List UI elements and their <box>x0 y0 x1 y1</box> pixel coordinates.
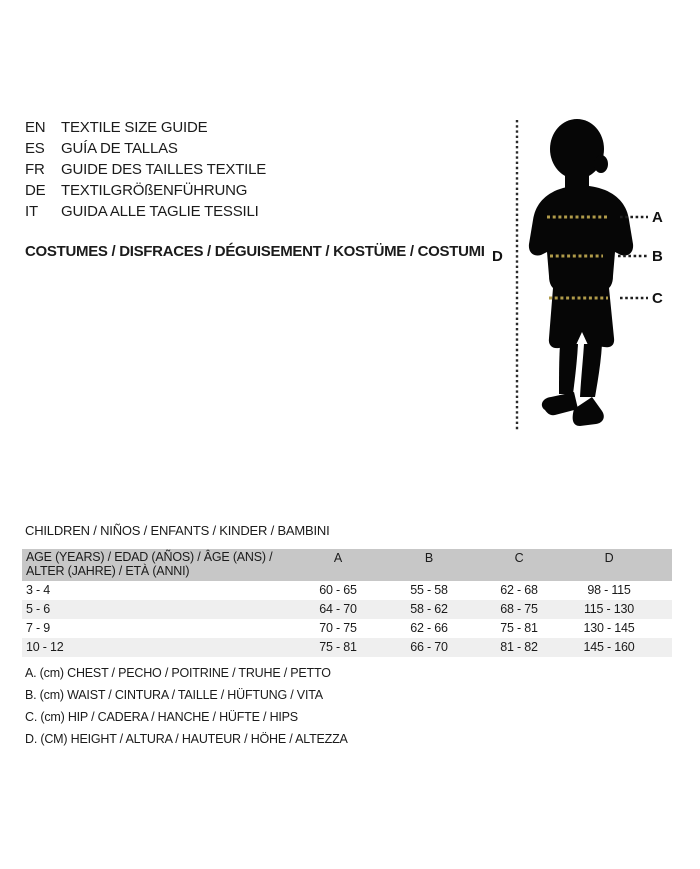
language-row-fr <box>25 159 266 180</box>
size-diagram <box>485 110 685 440</box>
height-cell: 130 - 145 <box>583 621 635 635</box>
chest-cell: 70 - 75 <box>319 621 357 635</box>
column-header-d: D <box>604 551 614 565</box>
table-row <box>22 600 672 619</box>
size-table-header <box>22 549 672 581</box>
height-label: D <box>492 248 503 265</box>
waist-label: B <box>652 248 663 265</box>
language-code: IT <box>25 203 38 220</box>
language-label: GUÍA DE TALLAS <box>61 140 178 157</box>
legend-line-chest: A. (cm) CHEST / PECHO / POITRINE / TRUHE / PETTO <box>25 666 331 680</box>
age-cell: 7 - 9 <box>26 621 51 635</box>
hip-label: C <box>652 290 663 307</box>
silhouette-ear <box>594 155 608 173</box>
measurement-legend <box>25 662 348 750</box>
category-title: COSTUMES / DISFRACES / DÉGUISEMENT / KOSTÜME / COSTUMI <box>25 243 485 260</box>
silhouette-left-leg <box>559 344 578 394</box>
silhouette-right-leg <box>580 344 602 397</box>
legend-line-waist: B. (cm) WAIST / CINTURA / TAILLE / HÜFTUNG / VITA <box>25 688 323 702</box>
table-row <box>22 619 672 638</box>
legend-line-hip: C. (cm) HIP / CADERA / HANCHE / HÜFTE / HIPS <box>25 710 298 724</box>
hip-cell: 68 - 75 <box>500 602 538 616</box>
chest-cell: 75 - 81 <box>319 640 357 654</box>
age-cell: 5 - 6 <box>26 602 51 616</box>
hip-cell: 62 - 68 <box>500 583 538 597</box>
language-code: DE <box>25 182 46 199</box>
row-spacer <box>654 600 672 619</box>
table-row <box>22 638 672 657</box>
language-row-it <box>25 201 266 222</box>
language-label: TEXTILE SIZE GUIDE <box>61 119 208 136</box>
age-cell: 10 - 12 <box>26 640 64 654</box>
age-cell: 3 - 4 <box>26 583 51 597</box>
language-label: GUIDA ALLE TAGLIE TESSILI <box>61 203 259 220</box>
column-header-c: C <box>514 551 524 565</box>
language-label: TEXTILGRÖßENFÜHRUNG <box>61 182 248 199</box>
chest-cell: 64 - 70 <box>319 602 357 616</box>
language-list <box>25 117 266 222</box>
language-row-en <box>25 117 266 138</box>
silhouette-shirt <box>529 186 633 298</box>
waist-cell: 66 - 70 <box>410 640 448 654</box>
hip-cell: 75 - 81 <box>500 621 538 635</box>
boy-silhouette-figure <box>529 119 633 426</box>
language-code: ES <box>25 140 45 157</box>
height-cell: 98 - 115 <box>587 583 631 597</box>
language-row-de <box>25 180 266 201</box>
age-column-header <box>22 551 292 578</box>
legend-line-height: D. (CM) HEIGHT / ALTURA / HAUTEUR / HÖHE / ALTEZZA <box>25 732 348 746</box>
chest-label: A <box>652 209 663 226</box>
row-spacer <box>654 619 672 638</box>
silhouette-left-shoe <box>542 392 578 415</box>
size-table <box>22 549 672 657</box>
language-label: GUIDE DES TAILLES TEXTILE <box>61 161 267 178</box>
table-section-title: CHILDREN / NIÑOS / ENFANTS / KINDER / BAMBINI <box>25 523 330 538</box>
language-row-es <box>25 138 266 159</box>
waist-cell: 58 - 62 <box>410 602 448 616</box>
waist-cell: 62 - 66 <box>410 621 448 635</box>
age-header-line2: ALTER (JAHRE) / ETÀ (ANNI) <box>26 563 190 578</box>
header-spacer <box>654 551 672 578</box>
waist-cell: 55 - 58 <box>410 583 448 597</box>
row-spacer <box>654 581 672 600</box>
chest-cell: 60 - 65 <box>319 583 357 597</box>
language-code: EN <box>25 119 46 136</box>
language-code: FR <box>25 161 45 178</box>
column-header-a: A <box>333 551 343 565</box>
hip-cell: 81 - 82 <box>500 640 538 654</box>
silhouette-shorts <box>549 288 614 348</box>
row-spacer <box>654 638 672 657</box>
silhouette-right-shoe <box>573 397 604 426</box>
table-row <box>22 581 672 600</box>
height-cell: 115 - 130 <box>583 602 635 616</box>
height-cell: 145 - 160 <box>583 640 635 654</box>
age-header-line1: AGE (YEARS) / EDAD (AÑOS) / ÂGE (ANS) / <box>26 550 273 564</box>
column-header-b: B <box>424 551 434 565</box>
